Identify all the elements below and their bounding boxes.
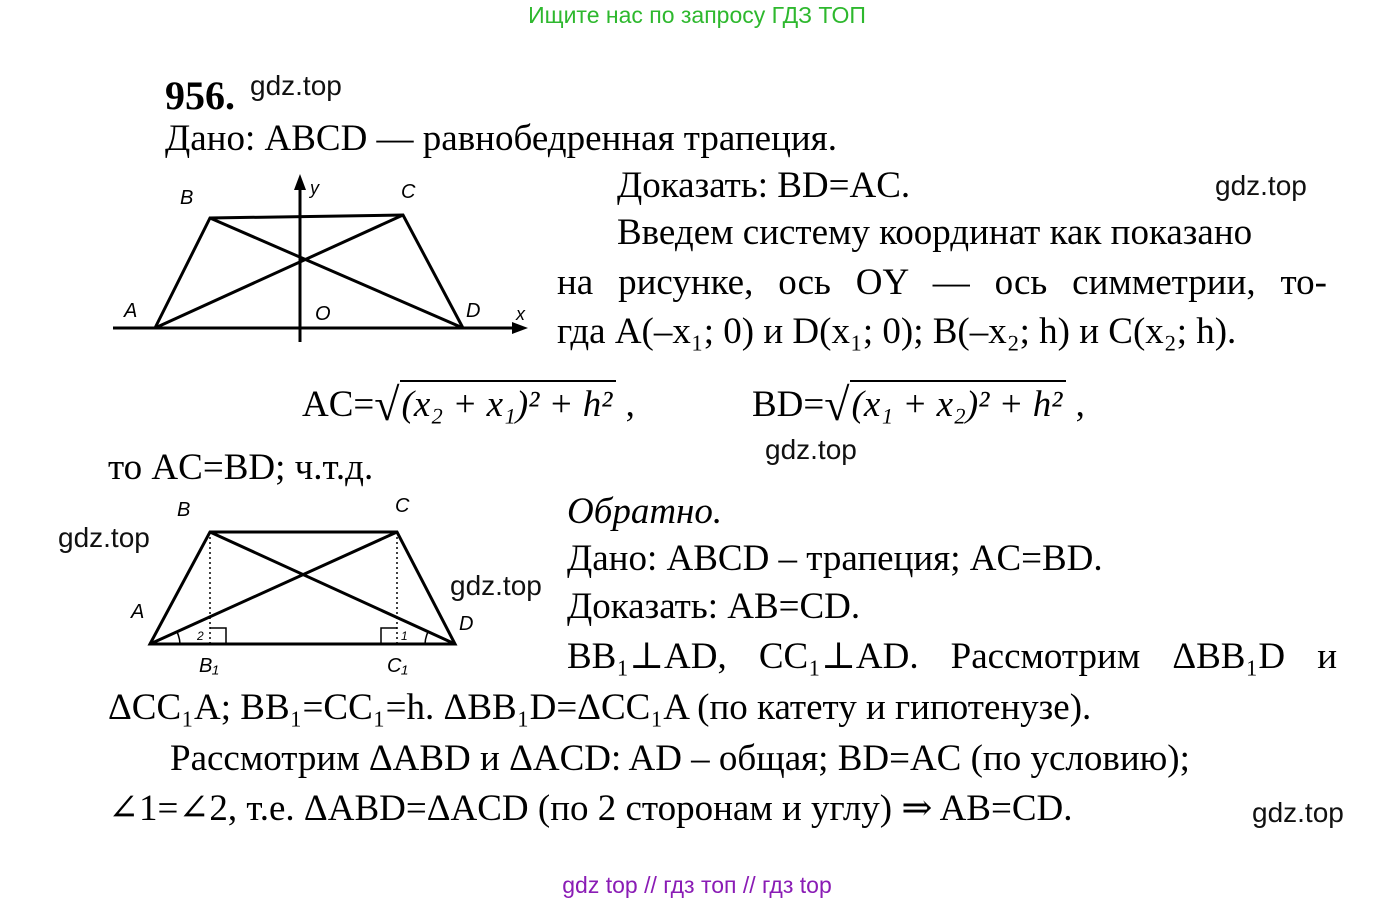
paragraph-3-line-2: ∠1=∠2, т.е. ΔABD=ΔACD (по 2 сторонам и углу) ⇒ AB=CD. (108, 788, 1073, 829)
formula-ac: AC=√(x₂ + x₁)² + h² , (302, 379, 635, 430)
problem-number: 956. (165, 73, 235, 118)
label-b1: B₁ (199, 655, 219, 677)
paragraph-2-line-1: BB₁⊥AD, CC₁⊥AD. Рассмотрим ΔBB₁D и (567, 636, 1337, 677)
watermark: gdz.top (1215, 170, 1307, 201)
diagonal-ac (150, 532, 397, 644)
label-b: B (180, 187, 194, 209)
figure-trapezoid-axes (108, 170, 538, 345)
diagonal-bd (210, 532, 455, 644)
diagonal-bd (210, 218, 463, 328)
right-angle-c1 (381, 628, 397, 644)
given-1: Дано: ABCD — равнобедренная трапеция. (165, 118, 837, 159)
label-a: A (131, 601, 145, 623)
paragraph-1-line-1: Введем систему координат как показано (617, 212, 1253, 253)
angle-2-arc (177, 632, 180, 644)
label-c: C (401, 181, 416, 203)
conclusion-1: то AC=BD; ч.т.д. (108, 447, 374, 488)
prove-1: Доказать: BD=AC. (617, 165, 911, 206)
footer-links: gdz top // гдз топ // гдз top (562, 872, 832, 898)
label-y: y (310, 178, 319, 198)
paragraph-1-line-3: гда A(–x₁; 0) и D(x₁; 0); B(–x₂; h) и C(x₂; h). (557, 311, 1237, 352)
label-b: B (177, 499, 191, 521)
formula-ac-radicand: (x₂ + x₁)² + h² (400, 380, 617, 425)
paragraph-3-line-1: Рассмотрим ΔABD и ΔACD: AD – общая; BD=AC (по условию); (170, 738, 1190, 779)
trapezoid (155, 215, 463, 328)
label-o: O (315, 303, 331, 325)
figure-trapezoid-heights (125, 492, 490, 687)
prove-2: Доказать: AB=CD. (567, 586, 861, 627)
label-d: D (459, 613, 474, 635)
watermark: gdz.top (58, 522, 150, 553)
paragraph-1-line-2: на рисунке, ось OY — ось симметрии, то- (557, 262, 1327, 303)
formula-bd-radicand: (x₁ + x₂)² + h² (850, 380, 1067, 425)
formula-ac-lhs: AC= (302, 384, 375, 425)
watermark: gdz.top (250, 70, 342, 101)
watermark: gdz.top (1252, 797, 1344, 828)
label-a: A (124, 300, 138, 322)
label-angle-2: 2 (197, 629, 204, 643)
label-c: C (395, 495, 410, 517)
converse-heading: Обратно. (567, 491, 723, 532)
top-banner: Ищите нас по запросу ГДЗ ТОП (528, 2, 866, 28)
label-x: x (516, 304, 525, 324)
label-d: D (466, 300, 481, 322)
watermark: gdz.top (450, 570, 542, 601)
angle-1-arc (425, 632, 428, 644)
trapezoid (150, 532, 455, 644)
label-angle-1: 1 (401, 629, 408, 643)
paragraph-2-line-2: ΔCC₁A; BB₁=CC₁=h. ΔBB₁D=ΔCC₁A (по катету и гипотенузе). (108, 687, 1092, 728)
label-c1: C₁ (387, 655, 408, 677)
right-angle-b1 (210, 628, 226, 644)
sqrt-sign: √ (374, 379, 400, 430)
formula-bd: BD=√(x₁ + x₂)² + h² , (752, 379, 1085, 430)
formula-bd-lhs: BD= (752, 384, 825, 425)
given-2: Дано: ABCD – трапеция; AC=BD. (567, 538, 1103, 579)
diagonal-ac (155, 215, 403, 328)
sqrt-sign: √ (824, 379, 850, 430)
y-axis-arrow (294, 174, 306, 190)
watermark: gdz.top (765, 434, 857, 465)
